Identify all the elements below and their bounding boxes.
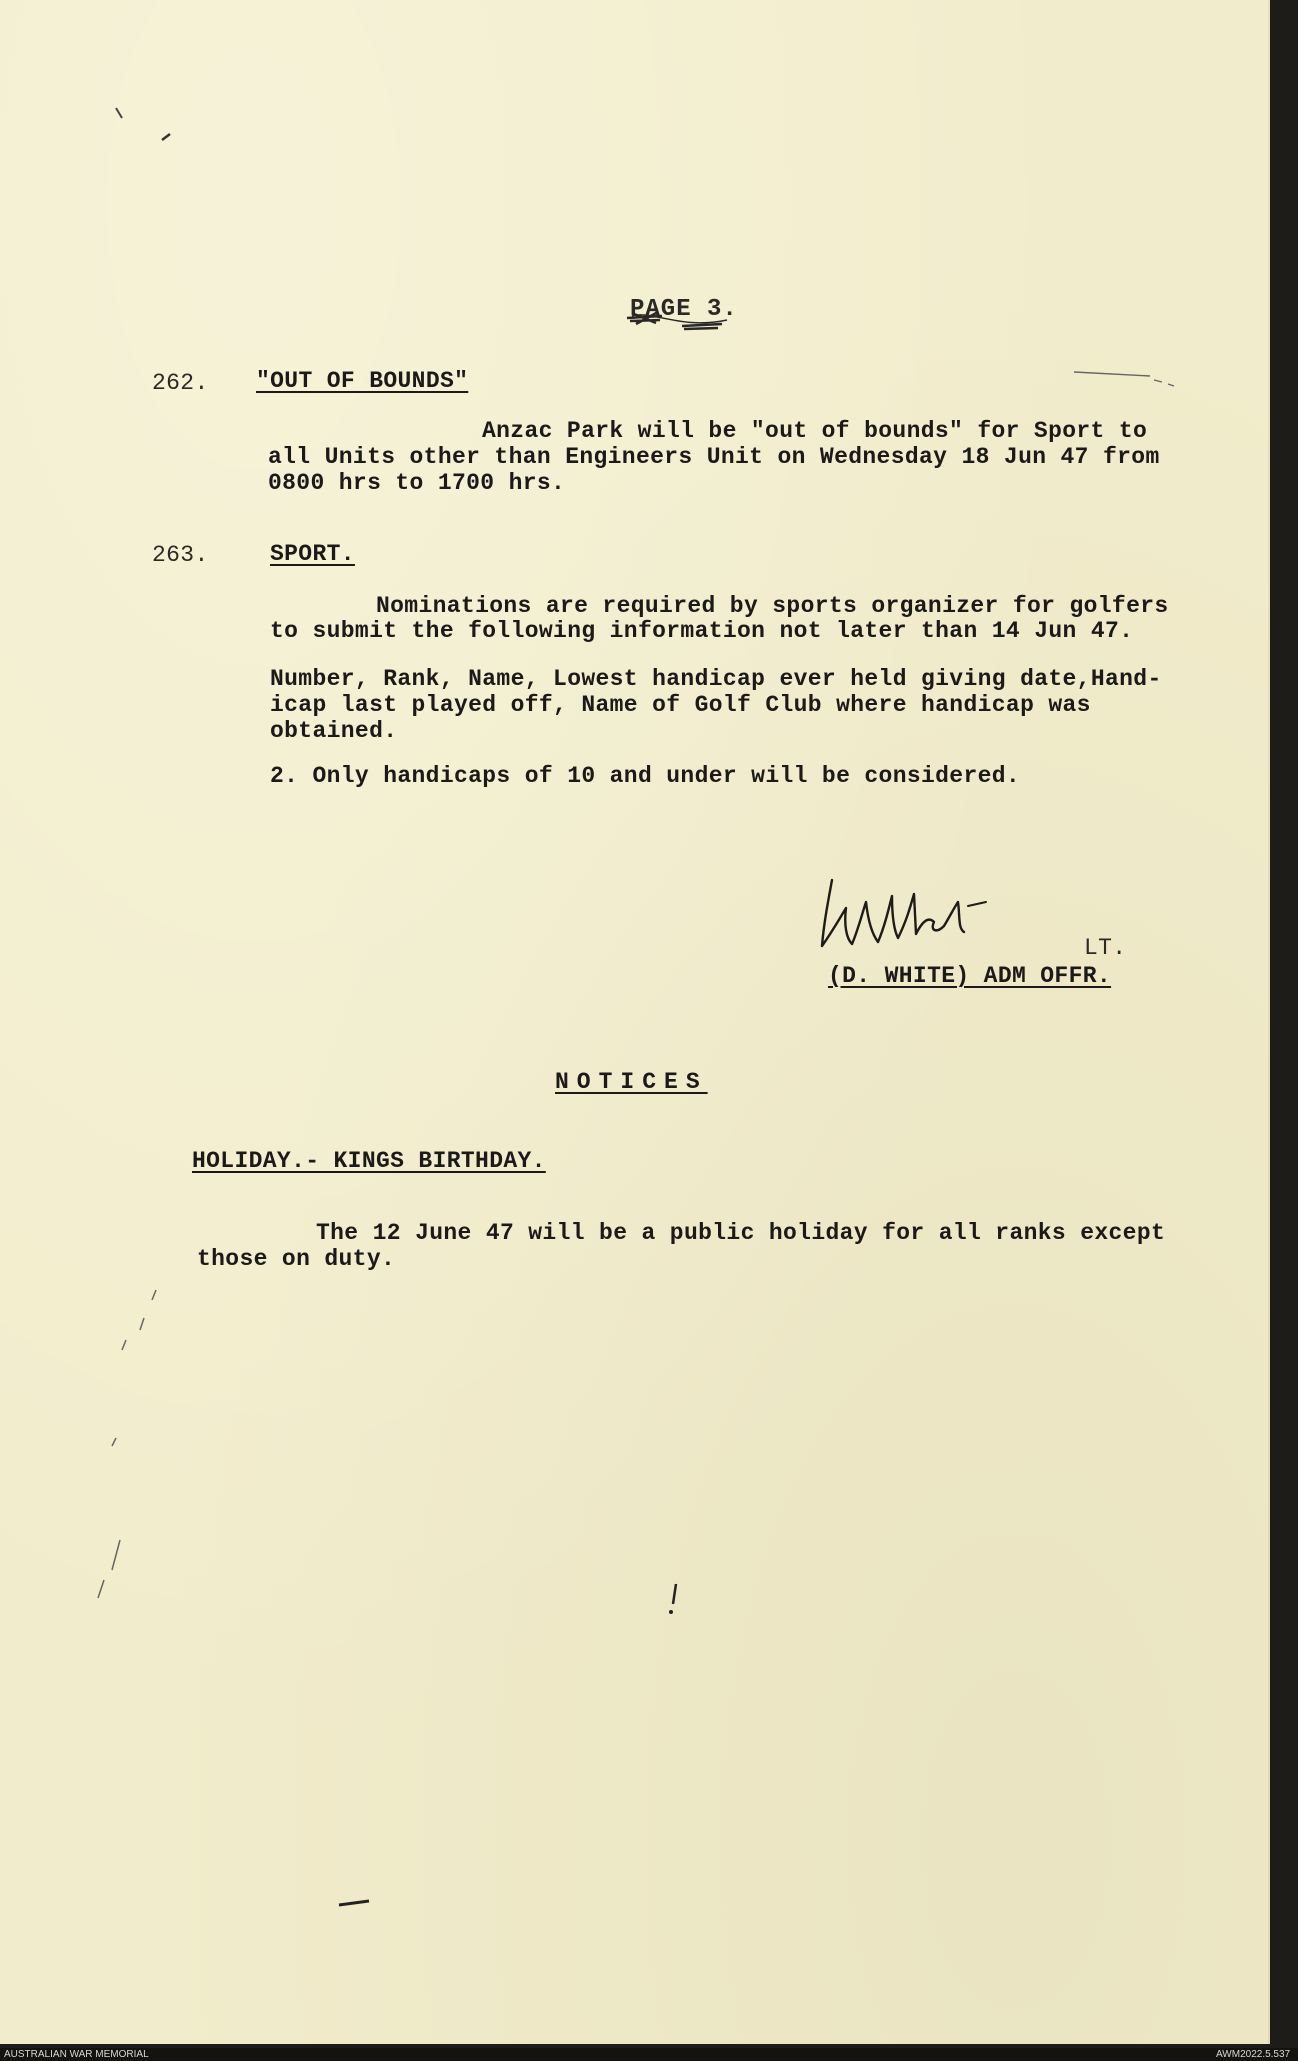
footer-reference-id: AWM2022.5.537 bbox=[1216, 2049, 1291, 2060]
section-262-number: 262. bbox=[152, 370, 209, 396]
paper-mark-center bbox=[660, 1580, 690, 1620]
notices-heading: HOLIDAY.- KINGS BIRTHDAY. bbox=[192, 1148, 546, 1174]
paper-mark-bottom bbox=[335, 1895, 375, 1911]
section-263-number: 263. bbox=[152, 542, 209, 568]
section-263-heading: SPORT. bbox=[270, 541, 355, 567]
section-262-line-1: Anzac Park will be "out of bounds" for Sport to bbox=[482, 418, 1148, 444]
notices-title: NOTICES bbox=[555, 1069, 708, 1095]
section-263-line-6: 2. Only handicaps of 10 and under will be considered. bbox=[270, 763, 1021, 789]
paper-mark-right-stamp bbox=[1070, 362, 1180, 392]
section-263-line-5: obtained. bbox=[270, 718, 398, 744]
notices-line-2: those on duty. bbox=[197, 1246, 396, 1272]
signature-name: (D. WHITE) ADM OFFR. bbox=[828, 963, 1112, 989]
page-label-overstrike bbox=[622, 290, 737, 335]
section-263-line-4: icap last played off, Name of Golf Club where handicap was bbox=[270, 692, 1091, 718]
section-263-line-2: to submit the following information not later than 14 Jun 47. bbox=[270, 618, 1134, 644]
footer-bar bbox=[0, 2048, 1298, 2061]
page-label: PAGE 3. bbox=[630, 296, 738, 323]
section-262-line-2: all Units other than Engineers Unit on Wednesday 18 Jun 47 from bbox=[268, 444, 1160, 470]
paper-mark-left-edge bbox=[86, 1280, 166, 1640]
section-262-line-3: 0800 hrs to 1700 hrs. bbox=[268, 470, 566, 496]
handwritten-signature bbox=[818, 872, 998, 954]
notices-line-1: The 12 June 47 will be a public holiday for all ranks except bbox=[316, 1220, 1166, 1246]
section-263-line-3: Number, Rank, Name, Lowest handicap ever held giving date,Hand- bbox=[270, 666, 1162, 692]
signature-rank: LT. bbox=[1084, 935, 1127, 961]
footer-source-label: AUSTRALIAN WAR MEMORIAL bbox=[4, 2049, 149, 2060]
section-263-line-1: Nominations are required by sports organizer for golfers bbox=[376, 593, 1169, 619]
paper-mark-top-left bbox=[110, 100, 180, 150]
section-262-heading: "OUT OF BOUNDS" bbox=[256, 368, 469, 394]
